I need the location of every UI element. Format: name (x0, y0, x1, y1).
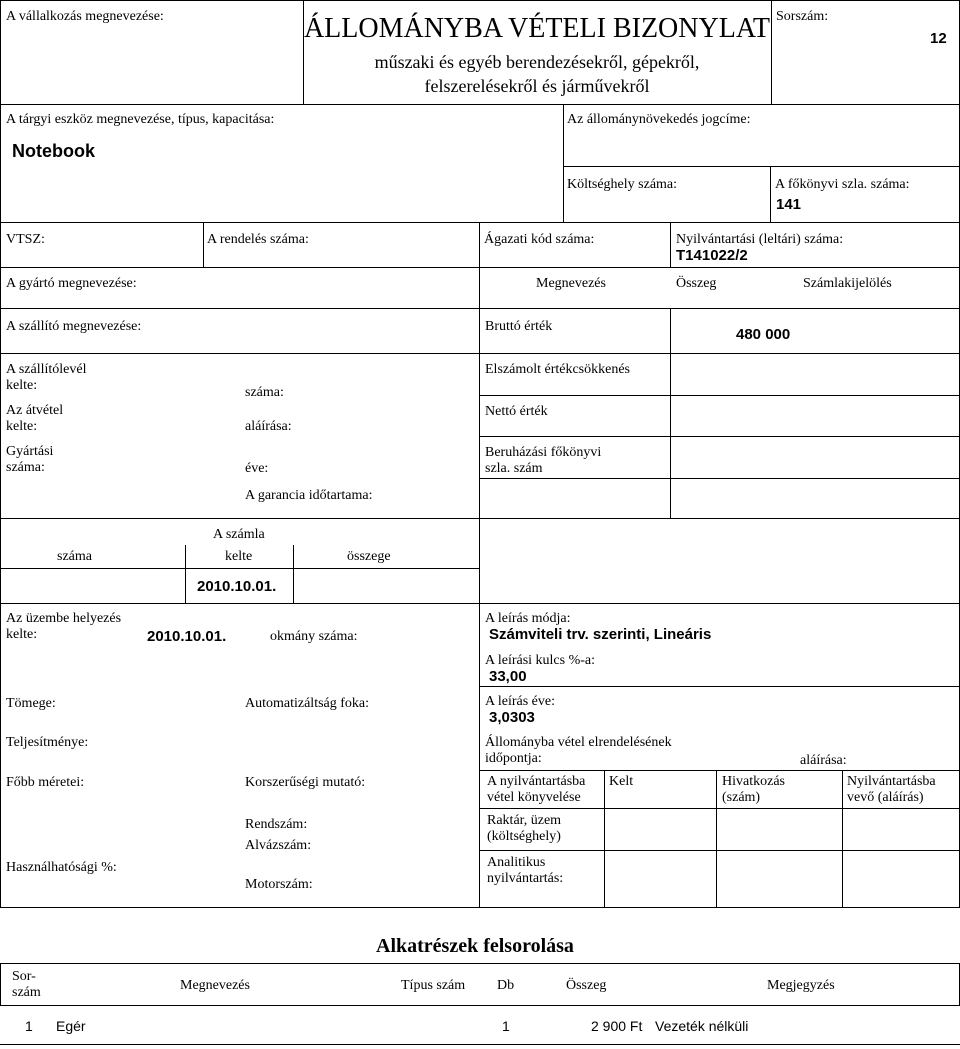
analytic-records-label-2: nyilvántartás: (487, 871, 564, 886)
depreciation-method-label: A leírás módja: (485, 611, 571, 626)
col-account-header: Számlakijelölés (803, 276, 892, 291)
parts-col-note: Megjegyzés (767, 978, 835, 993)
parts-col-amount: Összeg (566, 978, 607, 993)
parts-col-serial-2: szám (12, 985, 41, 1000)
investment-ledger-label-1: Beruházási főkönyvi (485, 445, 602, 460)
delivery-note-label-1: A szállítólevél (6, 362, 87, 377)
engine-number-label: Motorszám: (245, 877, 313, 892)
usability-label: Használhatósági %: (6, 860, 117, 875)
supplier-label: A szállító megnevezése: (6, 319, 142, 334)
mfg-serial-label-2: száma: (6, 460, 45, 475)
parts-title: Alkatrészek felsorolása (376, 935, 574, 957)
part-qty: 1 (502, 1018, 510, 1034)
warehouse-label-1: Raktár, üzem (487, 813, 562, 828)
order-number-label: A rendelés száma: (207, 232, 309, 247)
col-amount-header: Összeg (676, 276, 717, 291)
parts-col-qty: Db (497, 978, 515, 993)
asset-name-label: A tárgyi eszköz megnevezése, típus, kapacitása: (6, 112, 275, 127)
parts-col-name: Megnevezés (180, 978, 250, 993)
depreciation-rate-label: A leírási kulcs %-a: (485, 653, 596, 668)
registration-number-label: Rendszám: (245, 817, 308, 832)
booking-reference-label-2: (szám) (722, 790, 761, 805)
receipt-label-2: kelte: (6, 419, 38, 434)
depreciation-year-label: A leírás éve: (485, 694, 555, 709)
document-number-label: okmány száma: (270, 629, 358, 644)
ledger-value: 141 (776, 196, 802, 213)
depreciation-method-value: Számviteli trv. szerinti, Lineáris (489, 626, 712, 643)
receipt-signature-label: aláírása: (245, 419, 292, 434)
ledger-label: A főkönyvi szla. száma: (775, 177, 910, 192)
booking-entry-label-2: vétel könyvelése (487, 790, 581, 805)
parts-col-type: Típus szám (401, 978, 466, 993)
gross-value: 480 000 (736, 326, 791, 343)
depreciation-year-value: 3,0303 (489, 709, 535, 726)
order-date-label-2: időpontja: (485, 751, 542, 766)
booking-recipient-label-1: Nyilvántartásba (847, 774, 936, 789)
serial-value: 12 (930, 30, 947, 47)
manufacturer-label: A gyártó megnevezése: (6, 276, 137, 291)
delivery-note-label-2: kelte: (6, 378, 38, 393)
asset-name-value: Notebook (12, 141, 95, 161)
analytic-records-label-1: Analitikus (487, 855, 546, 870)
automation-label: Automatizáltság foka: (245, 696, 370, 711)
parts-col-serial-1: Sor- (12, 969, 36, 984)
form-subtitle-line2: felszerelésekről és járművekről (424, 76, 650, 96)
invoice-col-total: összege (347, 549, 391, 564)
inventory-number-label: Nyilvántartási (leltári) száma: (676, 232, 844, 247)
gross-value-label: Bruttó érték (485, 319, 553, 334)
modernity-label: Korszerűségi mutató: (245, 775, 366, 790)
invoice-col-number: száma (57, 549, 92, 564)
col-name-header: Megnevezés (536, 276, 606, 291)
order-date-label-1: Állományba vétel elrendelésének (485, 735, 672, 750)
booking-reference-label-1: Hivatkozás (722, 774, 785, 789)
warranty-label: A garancia időtartama: (245, 488, 373, 503)
warehouse-label-2: (költséghely) (487, 829, 561, 844)
booking-entry-label-1: A nyilvántartásba (487, 774, 586, 789)
booking-recipient-label-2: vevő (aláírás) (847, 790, 924, 805)
mfg-year-label: éve: (245, 461, 269, 476)
depreciation-label: Elszámolt értékcsökkenés (485, 362, 631, 377)
chassis-number-label: Alvázszám: (245, 838, 312, 853)
net-value-label: Nettó érték (485, 404, 548, 419)
sector-code-label: Ágazati kód száma: (484, 232, 595, 247)
depreciation-rate-value: 33,00 (489, 668, 527, 685)
cost-center-label: Költséghely száma: (567, 177, 678, 192)
receipt-label-1: Az átvétel (6, 403, 64, 418)
invoice-date-value: 2010.10.01. (197, 578, 277, 595)
weight-label: Tömege: (6, 696, 56, 711)
part-note: Vezeték nélküli (655, 1018, 749, 1034)
performance-label: Teljesítménye: (6, 735, 89, 750)
vtsz-label: VTSZ: (6, 232, 45, 247)
order-signature-label: aláírása: (800, 753, 847, 768)
investment-ledger-label-2: szla. szám (485, 461, 543, 476)
commissioning-label-1: Az üzembe helyezés (6, 611, 122, 626)
inventory-number-value: T141022/2 (676, 247, 748, 264)
serial-label: Sorszám: (776, 9, 829, 24)
form-subtitle-line1: műszaki és egyéb berendezésekről, gépekről, (374, 52, 700, 72)
mfg-serial-label-1: Gyártási (6, 444, 54, 459)
invoice-col-date: kelte (225, 549, 253, 564)
form-title: ÁLLOMÁNYBA VÉTELI BIZONYLAT (303, 13, 771, 44)
commissioning-label-2: kelte: (6, 627, 38, 642)
part-serial: 1 (25, 1018, 33, 1034)
part-amount: 2 900 Ft (591, 1018, 643, 1034)
company-label: A vállalkozás megnevezése: (6, 9, 164, 24)
title-basis-label: Az állománynövekedés jogcíme: (567, 112, 751, 127)
part-name: Egér (56, 1018, 86, 1034)
invoice-title: A számla (213, 527, 265, 542)
booking-date-label: Kelt (609, 774, 634, 789)
commissioning-date-value: 2010.10.01. (147, 628, 227, 645)
dimensions-label: Főbb méretei: (6, 775, 85, 790)
delivery-number-label: száma: (245, 385, 284, 400)
